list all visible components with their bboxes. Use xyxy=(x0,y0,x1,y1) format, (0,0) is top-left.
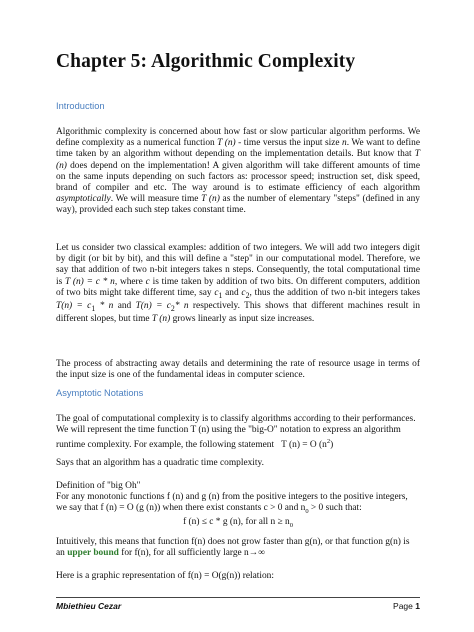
asymptotic-paragraph-4: Here is a graphic representation of f(n) = O(g(n)) relation: xyxy=(56,571,274,581)
asymptotic-paragraph-1: The goal of computational complexity is to classify algorithms according to their performances. We will represent the time function T (n) using the "big-O" notation to express an algorithm runtime complexity. For example, the following statement T (n) = O $(n^2)$ xyxy=(56,414,416,451)
page-number: 1 xyxy=(415,601,420,611)
intro-paragraph-1: Algorithmic complexity is concerned about how fast or slow particular algorithm performs. We define complexity as a numerical function T (n) - time versus the input size n. We want to define time taken by an algorithm without depending on the implementation details. But know that T (n) does depend on the implementation! A given algorithm will take different amounts of time on the same inputs depending on such factors as: processor speed; instruction set, disk speed, brand of compiler and etc. The way around is to estimate efficiency of each algorithm asymptotically. We will measure time T (n) as the number of elementary "steps" (defined in any way), provided each such step takes constant time. xyxy=(56,127,421,216)
introduction-heading: Introduction xyxy=(56,101,105,111)
definition-formula: f (n) ≤ c * g (n), for all $n \ge n_0$ xyxy=(183,517,293,530)
intro-paragraph-2: Let us consider two classical examples: addition of two integers. We will add two integers digit by digit (or bit by bit), and this will define a "step" in our computational model. Therefore, we say that addition of two n-bit integers takes n steps. Consequently, the total computational time is T (n) = c * n, where c is time taken by addition of two bits. On different computers, addition of two bits might take different time, say $c_1$ and $c_2$, thus the addition of two n-bit integers takes $T(n) = c_1 * n$ and $T(n) = c_2*$ n respectively. This shows that different machines result in different slopes, but time T (n) grows linearly as input size increases. xyxy=(56,243,421,324)
big-oh-definition xyxy=(56,481,420,532)
asymptotic-paragraph-3: Intuitively, this means that function f(n) does not grow faster than g(n), or that function g(n) is an upper bound for f(n), for all sufficiently large n→∞ xyxy=(56,537,410,559)
definition-title: Definition of "big Oh" xyxy=(56,481,141,491)
footer-page xyxy=(393,601,420,611)
asymptotic-notations-heading: Asymptotic Notations xyxy=(56,388,144,398)
page-label: Page xyxy=(393,601,413,611)
footer-divider xyxy=(56,597,420,598)
definition-line-2: we say that f (n) = O (g (n)) when there exist constants c > 0 and $n_0 > 0$ such that: xyxy=(56,503,362,516)
footer-author: Mbiethieu Cezar xyxy=(56,601,122,611)
asymptotic-paragraph-2: Says that an algorithm has a quadratic time complexity. xyxy=(56,458,264,468)
intro-paragraph-3: The process of abstracting away details and determining the rate of resource usage in terms of the input size is one of the fundamental ideas in computer science. xyxy=(56,359,420,381)
chapter-title: Chapter 5: Algorithmic Complexity xyxy=(56,51,356,72)
definition-line-1: For any monotonic functions f (n) and g (n) from the positive integers to the positive integers, xyxy=(56,492,408,503)
